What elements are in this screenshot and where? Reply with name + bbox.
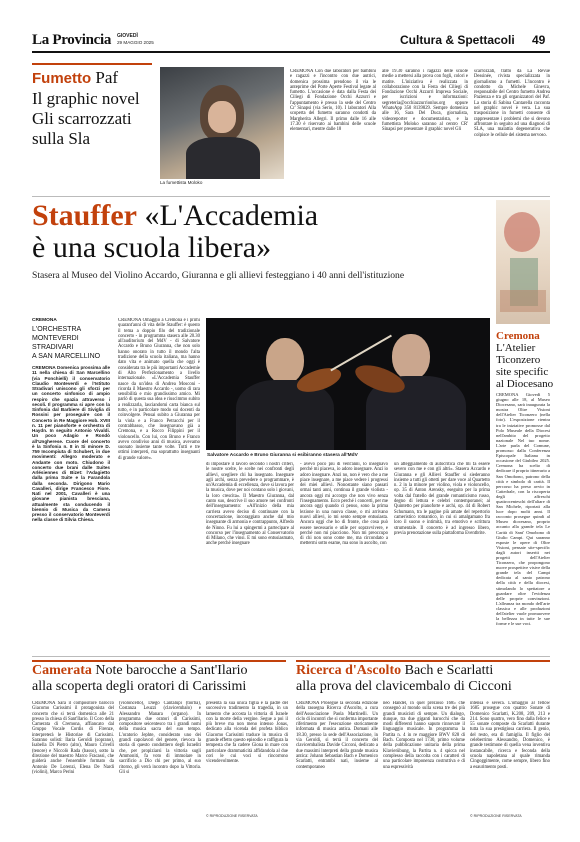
fumetto-rule [32,196,550,197]
page-number: 49 [532,33,546,47]
box-title-3: STRADIVARI [32,344,74,351]
photo-left-head [266,338,304,384]
camerata-col3: presenta la sua unica figlia e la padre del successivo tradimento la tragedia, in un lamento che accosta la vittoria di Israele con la morte della vergine. Segue a poi il più breve ma non meno intenso Jonas, dedicato alla vicenda del profeta biblico Giacomo Carissimi traduce in musica di grande effetto questo episodio e raffigura la tempesta che fa cadere Giona in mare con particolare drammaticità affidandola al due cori le cui voci si rincorrono vicendevolmente. [206,701,288,765]
masthead-logo: La Provincia [32,32,112,48]
fumetto-col1: CREMONA Con due laboratori per bambini e ragazzi e l'incontro con due autrici, domenica prossima prendono il via le anteprime del Porte Aperte Festival legate al fumetto. L'occasione è data dalla Festa dei Ciliegi di Fondazione Occhi Azzurri e l'appuntamento è presso la sede del Centro Cr' Sinapsi (via Serio, 10). I laboratori Alla scoperta del fumetto saranno condotti da Margherita Allegri. Il primo dalle 16 alle 17.30 è riservato ai bambini delle scuole elementari, mentre dalle 18 [290,69,376,133]
atelier-photo-shape-3 [500,290,546,312]
ascolto-title: Bach e Scarlatti [404,663,494,678]
main-col4: - avevo poco più di vent'anni, lo insegnavo perché mi piaceva, io adoro insegnare. Anzi io adoro insegnare. Anzi no, non è vero che a me piace insegnare, a me piace vedere i progressi dei miei allievi. Nonostante siano passati ormai tanti anni, continua il grande violista - ancora oggi mi accorgo che non vivo senza l'insegnamento. Ecco perché i concerti, per me ancora oggi quando ci penso, sono la prima lezione in una nuova classe, o mi arrivano nuovi allievi, io mi sento sempre entusiasta. Ancora oggi che ho di fronte, che cosa può essere necessario e utile per sopravvivere, e perché non mi piacciono. Non mi preoccupo di chi non sono come me, ma circondato a mettermi sotto esame, ma sono in ascolto, con [300,462,388,547]
main-title-quote: «L'Accademia [144,199,319,232]
bottom-rule [32,656,550,657]
main-col1: CREMONA Omaggio a Cremona e i primi quarant'anni di vita delle Stauffer: è questo il tema a doppio filo del tradizionale concerto - in programma stasera alle 20.30 all'auditorium del MdV - di Salvatore Accardo e Bruno Giuranna, che non solo hanno onorato in tutto il mondo l'alta tradizione della scuola italiana, ma hanno dato vita e animato quella che oggi è considerata tra le più importanti Accademie di Alto Perfezionamento a livello internazionale. «L'Accademia Stauffer nasce da un'idea di Andrea Mosconi - ricorda il Maestro Accardo -, uomo di rara sensibilità e mio grandissimo amico. Mi parlò di questa sua idea e riuscimmo subito a realizzarla, lasciandomi carta bianca sul tutto, e in particolare modo sui docenti da coinvolgere. Pensai subito a Giuranna per la viola e a Franco Petracchi per il contrabbasso, che insegnavano già a Cremona, e a Rocco Filippini per il violoncello. Con lui, con Bruno e Franco avevo condiviso anni di musica, avevamo suonato insieme tante volte. Tutti e tre ottimi interpreti, ma soprattutto insegnanti di grande valore». [118,318,200,461]
section-title: Cultura & Spettacoli [400,33,515,47]
atelier-text: CREMONA Giovedì 5 giugno alle 18, al Museo Diocesano, sarà inaugurata la mostra Oltre Visioni dell'Atelier Ticonzero (nella foto). L'esposizione rientra tra le iniziative promosse dal Polo Museale della Diocesi nell'ambito del progetto nazionale Nel tuo nome. L'arte parla del Comune, promosso dalla Conferenza Episcopale Italiana in occasione del Giubileo 2025. Cremona ha scelto di dedicare il proprio itinerario a San Omobono, patrono della città e simbolo di carità. Il percorso ha preso avvio in Cattedrale, con la riscoperta degli affreschi quattrocenteschi dell'altare di San Michele, riportati alla luce dopo molti anni. Il racconto prosegue quindi al Museo diocesano, proprio accanto alla grande tela Le Carità di Sant' Omobono di Giulio Campi. Qui saranno esposte le opere di Oltre Visioni, pensate site-specific dagli autori inseriti nei progetti dell'Atelier Ticonzero, che propongono nuove prospettive visive della grande tela del Campi dedicata al santo patrono della città e della diocesi, stimolando lo spettatore a guardare oltre l'evidenza delle proprie convinzioni. L'alleanza tra mondo dell'arte classica e alle produzioni dell'atelier vuole promuovere la bellezza in tutte le sue forme e le sue voci. [496,392,550,627]
fumetto-photo-face [208,101,236,133]
header-day: GIOVEDÌ [117,33,138,39]
ascolto-headline [296,663,552,695]
camerata-col1: CREMONA Sarà il compositore barocco Giacomo Carissimi il protagonista del concerto che si terrà domenica alle 21 presso la chiesa di Sant'Ilario. Il Coro della Camerata di Cremona, affiancato dal Gruppo Vocale Cordis di Firenze, interpreterà le Historiae di Carissimi. Saranno solisti: Ilaria Geroldi (soprano), Isabella Di Pietro (alto), Mauro Crivelli (tenore) e Niccolò Rada (basso), sotto la direzione del maestro Marco Fracassi, che guiderà anche l'ensemble formato da Antonio De Lorenzi, Elena De Nardi (violini), Marco Perini [32,701,114,775]
fumetto-title-c: Gli scarrozzati [32,109,132,128]
ascolto-col1: CREMONA Prosegue la seconda edizione della rassegna Ricerca d'Ascolto, a cura dell'Associazione Paola Martinelli. Un ciclo di incontri che si conferma importante riferimento per l'esecuzione storicamente informata di musica antica. Domani alle 18.30, presso la sede dell'Associazione, in via Geroldi, si terrà il concerto del clavicembalista Davide Cicconi, dedicato a due massimi interpreti della grande musica antica: Johann Sebastian Bach e Domenico Scarlatti, entrambi nati, insieme al contemporaneo [296,701,378,770]
atelier-kicker: Cremona [496,330,540,342]
camerata-kicker: Camerata [32,663,92,678]
header-date: 29 MAGGIO 2025 [117,40,154,45]
photo-right-head [392,334,430,380]
main-title-line2: è una scuola libera» [32,231,272,264]
photo-left-body [236,380,334,450]
ascolto-kicker: Ricerca d'Ascolto [296,663,402,678]
fumetto-title-a: Paf [95,68,119,87]
camerata-headline [32,663,294,695]
box-title [32,325,110,361]
camerata-copyright: © RIPRODUZIONE RISERVATA [206,814,258,818]
camerata-bar [32,660,286,662]
box-title-2: MONTEVERDI [32,335,79,342]
atelier-title-d: al Diocesano [496,378,554,390]
main-photo-caption: Salvatore Accardo e Bruno Giuranna si esibiranno stasera all'MdV [207,453,358,458]
ascolto-bar [296,660,550,662]
atelier-title-b: Ticonzero [496,354,541,366]
fumetto-kicker: Fumetto [32,70,92,87]
box-kicker: CREMONA [32,318,57,323]
header-rule [32,51,550,53]
main-col5: un atteggiamento di autocritica che mi fa essere severo con me e con gli altri». Stasera Accardo e Giuranna e gli Allievi Stauffer si siederanno insieme a tutti gli ottetti per dare voce al Quartetto n. 2 in la minore per violino, viola e violoncello, op. 35 di Anton Arensky, eseguito per la prima volta dal fratello del grande romanticismo russo, degno di lettura e celebri contemporanei; al Quintetto per pianoforte e archi, op. 44 di Robert Schumann, tra le pagine più amate del repertorio cameristico romantico, in cui si amalgamano fra loro il suono e intimità, tra emotivo e scrittura strumentale. Il concerto è ad ingresso libero, previa prenotazione sulla piattaforma Eventbrite. [394,462,490,536]
ascolto-col3: intensa e severa. L'omaggio al fellow 1685 prosegue con quattro Sonate di Domenico Scarlatti, K.208, 209, 213 e 214. Sono quattro, vero fino dalla felice e 55 sonate composte da Scarlatti durante tutta la sua prestigiosa carriera. Il genio, del resto, era di famiglia. Il figlio del celeberrimo Alessandro, Domenico, è grande testimone di quella vena inventiva instancabile, ricerca e feconda della scuola napoletana al quale rimanda Cingoggimente, come sempre, libero fino a esaurimento posti. [470,701,550,770]
fumetto-photo-body [186,137,260,179]
camerata-col2: (violoncello), Diego Cantalupi (tiorba), Costanza Leuzzi (clavicembalo) e Alessandro Manara (organo). In programma due oratori di Carissimi, compositore seicentesco tra i grandi nomi della musica sacra del suo tempo. L'oratorio Jephte, considerato uno dei grandi capolavori del genere, rievoca la storia di questo condottiero degli Israeliti che, per propiziarsi la vittoria sugli Ammoniti, fa voto di immolare in sacrificio a Dio chi per primo, al suo ritorno, gli verrà incontro dopo la Vittoria. Gli si [119,701,201,775]
fumetto-photo [160,67,284,179]
fumetto-headline [32,68,156,149]
atelier-title-a: L'Atelier [496,342,536,354]
box-text: CREMONA Domenica prossima alle 11 nella chiesa di San Marcellino (via Ponchielli) il conservatorio Claudio Monteverdi e l'Istituto Stradivari uniscono gli sforzi per un concerto sinfonico di ampio respiro che spazia attraverso i secoli. Il programma si apre con la Sinfonia dal Barbiere di Siviglia di Rossini per proseguire con il Concerto in Re Maggiore Hob. XVIII n. 11 per pianoforte e orchestra di Haydn. In seguito Antonio Vivaldi. Un poco Adagio e Rondò all'Ungherese. Cuore del concerto è la Sinfonia n. 8 in Si minore D. 759 Incompiuta di Schubert, in due movimenti: Allegro moderato e Andante con moto. Chiudono il concerto due brani dalle Suites Arlésiennes di Bizet: l'Adagietto dalla prima Suite e la Farandola dalla seconda. Dirigono Mario Cavalleri, dirige Francesco Fiore. Nati nel 2001, Cavalleri è una giovane pianista bresciana, attualmente sta conducendo il biennio di Musica da Camera presso il conservatorio Monteverdi nella classe di Silvia Chiesa. [32,365,110,523]
atelier-headline [496,330,554,390]
atelier-photo [496,200,550,324]
atelier-title-c: site specific [496,366,549,378]
fumetto-bar [32,63,152,65]
camerata-title: Note barocche a Sant'Ilario [95,663,248,678]
main-col3: di impostare il lavoro secondo i nostri criteri, le nostre scelte, le scelte nei confronti degli allievi, scegliere chi ha insegnato. Insegnare agli archi, senza prevedere o programmare, è un'Accademia di eccellenza, dove si lavora per la musica, dove per noi contano solo i giovani, la loro crescita». Il Maestro Giuranna, dal canto suo, descrive il suo amore nei confronti dell'insegnamento: «All'inizio della mia carriera avevo deciso di continuare con la concertazione, incoraggiato anche dal mio insegnante di armonia e contrappunto, Alfredo de Ninno. Fu lui a spingermi a partecipare al concorso per l'insegnamento al Conservatorio di Milano, che vinsi. E mi sono entusiasmato, anche perché insegnare [206,462,294,547]
main-title-name: Stauffer [32,199,137,232]
ascolto-title-line2: alla prova del clavicembalo di Cicconi [296,679,512,694]
ascolto-col2: neo Händel, in quel prezioso 1685 che consegnò al mondo sulla scena tre dei più grandi musicisti di sempre. Un dialogo, dunque, tra due giganti barocchi che da modi differenti hanno saputo rinnovare il linguaggio musicale. In programma la Partita n. 4 in re maggiore BWV 828 di Bach. Composta nel 1730, primo volume della pubblicazione unitaria della prima Klavierübung, la Partita n. 4 spicca nel complesso della raccolta con i caratteri di una particolare imponenza costruttiva e di una espressività [383,701,465,770]
fumetto-caption: La fumettista Moloko [160,180,203,185]
box-title-1: L'ORCHESTRA [32,326,82,333]
ascolto-copyright: © RIPRODUZIONE RISERVATA [470,814,522,818]
main-subtitle: Stasera al Museo del Violino Accardo, Giuranna e gli allievi festeggiano i 40 anni dell'istituzione [32,270,405,281]
main-headline [32,200,492,264]
fumetto-col2: alle 19.30 saranno i ragazzi delle scuole medie a mettersi alla prova con fogli, colori e matite. L'iniziativa è realizzata in collaborazione con la Festa dei Ciliegi di Fondazione Occhi Azzurri Impresa Sociale, per iscrizioni e informazioni: segreteria@occhiazzurrionlus.org oppure WhatsApp 350 8139829. Sempre domenica alle 16, Sara Del Duca, giornalista, videoreporter e documentarista, e la fumettista Moloko saranno al centro CR' Sinapsi per presentare il graphic novel Gli [382,69,468,133]
orchestra-box [32,318,110,643]
box-title-4: A SAN MARCELLINO [32,353,101,360]
fumetto-title-b: Il graphic novel [32,89,140,108]
fumetto-col3: scarrozzati, tratto da La Revue Dessinée, rivista specializzata in giornalismo a fumetti. L'incontro è condotto da Michele Ginevra, responsabile del Centro fumetto Andrea Pazienza e tra gli organizzatori del Paf. La storia di Sabina Cantarella racconta nel graphic novel è vera. La sua trasposizione in fumetti consente di rappresentare i problemi che si devono affrontare in seguito ad una diagnosi di SLA, una malattia degenerativa che colpisce le cellule del sistema nervoso. [474,69,550,138]
fumetto-title-d: sulla Sla [32,129,91,148]
camerata-title-line2: alla scoperta degli oratori di Carissimi [32,679,247,694]
atelier-photo-shape-1 [504,212,540,252]
main-photo [206,318,490,450]
